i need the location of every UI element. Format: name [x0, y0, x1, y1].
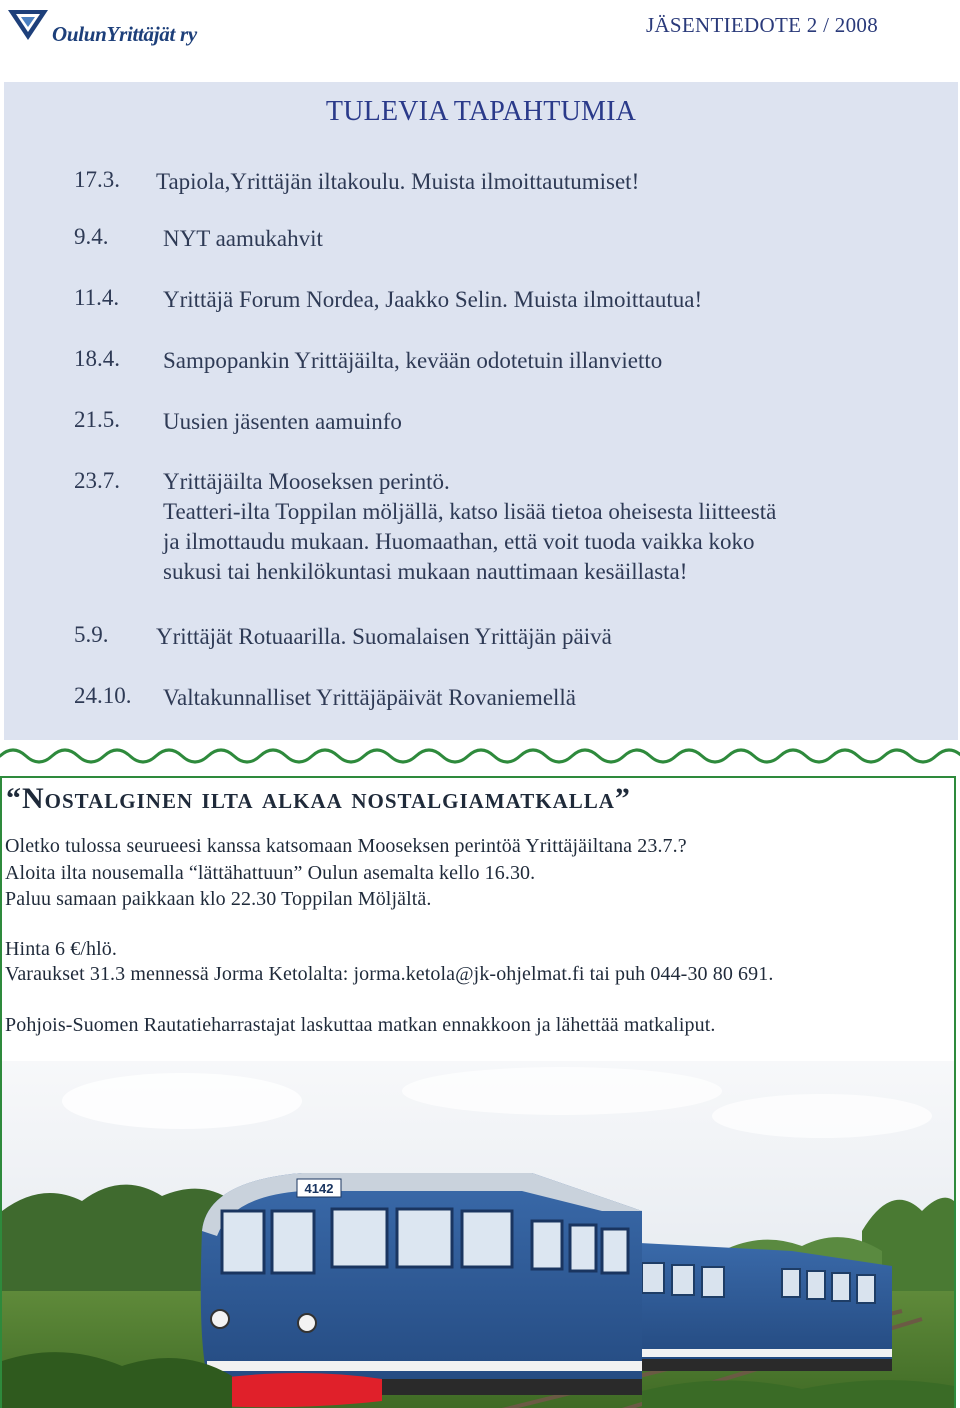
event-text: Yrittäjä Forum Nordea, Jaakko Selin. Muista ilmoittautua!: [163, 287, 703, 312]
trip-text: Paluu samaan paikkaan klo 22.30 Toppilan Möljältä.: [5, 888, 432, 910]
trip-price: Hinta 6 €/hlö.: [5, 938, 117, 960]
event-date: 18.4.: [74, 346, 120, 371]
train-photo: [2, 1061, 954, 1408]
newsletter-issue: JÄSENTIEDOTE 2 / 2008: [645, 13, 878, 37]
event-text: Sampopankin Yrittäjäilta, kevään odotetuin illanvietto: [163, 348, 663, 373]
event-date: 11.4.: [74, 285, 120, 310]
event-text: Valtakunnalliset Yrittäjäpäivät Rovaniemellä: [163, 685, 577, 710]
event-date: 24.10.: [74, 683, 132, 708]
trip-reservations: Varaukset 31.3 mennessä Jorma Ketolalta: jorma.ketola@jk-ohjelmat.fi tai puh 044-30 80 691.: [5, 963, 774, 985]
trip-text: Aloita ilta nousemalla “lättähattuun” Oulun asemalta kello 16.30.: [5, 862, 536, 884]
trip-box: [0, 776, 956, 1408]
logo-triangle-icon: [6, 8, 50, 42]
event-date: 17.3.: [74, 167, 120, 192]
event-text: sukusi tai henkilökuntasi mukaan nauttimaan kesäillasta!: [163, 559, 688, 584]
logo: [6, 8, 206, 48]
event-date: 21.5.: [74, 407, 120, 432]
event-text: Teatteri-ilta Toppilan möljällä, katso lisää tietoa oheisesta liitteestä: [163, 499, 777, 524]
events-box: [4, 82, 958, 740]
event-text: ja ilmottaudu mukaan. Huomaathan, että voit tuoda vaikka koko: [163, 529, 755, 554]
train-number-label: 4142: [304, 1181, 334, 1196]
trip-text: Oletko tulossa seurueesi kanssa katsomaan Mooseksen perintöä Yrittäjäiltana 23.7.?: [5, 835, 687, 857]
logo-text: OulunYrittäjät ry: [52, 22, 197, 46]
event-text: NYT aamukahvit: [163, 226, 323, 251]
wave-divider: [0, 740, 960, 768]
event-text: Uusien jäsenten aamuinfo: [163, 409, 402, 434]
event-date: 5.9.: [74, 622, 109, 647]
event-text: Yrittäjäilta Mooseksen perintö.: [163, 469, 450, 494]
event-text: Tapiola,Yrittäjän iltakoulu. Muista ilmoittautumiset!: [156, 169, 640, 194]
event-date: 23.7.: [74, 468, 120, 493]
event-date: 9.4.: [74, 224, 109, 249]
events-title: TULEVIA TAPAHTUMIA: [325, 96, 637, 127]
event-text: Yrittäjät Rotuaarilla. Suomalaisen Yrittäjän päivä: [156, 624, 612, 649]
trip-billing-note: Pohjois-Suomen Rautatieharrastajat laskuttaa matkan ennakkoon ja lähettää matkaliput.: [5, 1014, 716, 1036]
trip-title: “Nostalginen ilta alkaa nostalgiamatkalla”: [6, 782, 631, 815]
